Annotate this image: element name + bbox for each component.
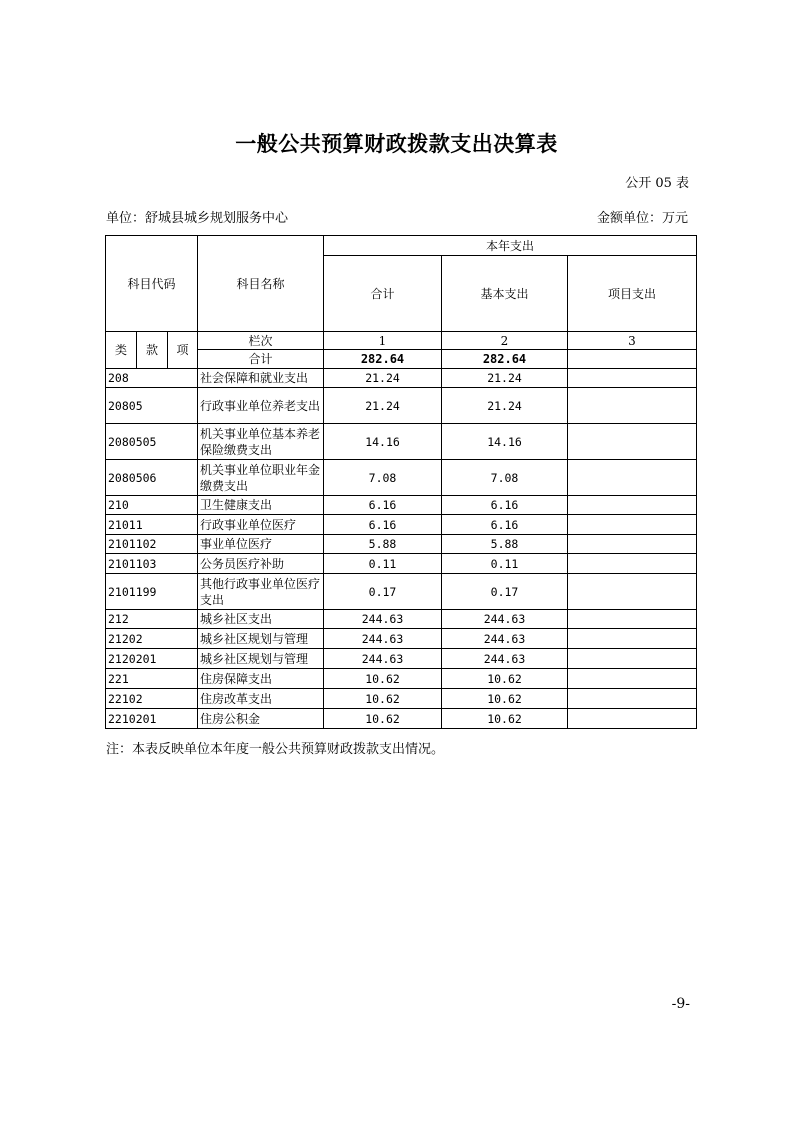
table-row (106, 649, 697, 669)
row-name: 事业单位医疗 (198, 535, 324, 554)
row-basic: 10.62 (442, 669, 568, 689)
row-name: 行政事业单位医疗 (198, 515, 324, 535)
row-basic: 7.08 (442, 460, 568, 496)
header-project: 项目支出 (568, 256, 697, 332)
table-row (106, 515, 697, 535)
row-name: 机关事业单位职业年金缴费支出 (198, 460, 324, 496)
row-basic: 6.16 (442, 496, 568, 515)
table-row (106, 554, 697, 574)
money-unit-label: 金额单位：万元 (596, 211, 688, 226)
row-total: 244.63 (324, 610, 442, 629)
table-row (106, 574, 697, 610)
header-lei: 类 (106, 332, 137, 369)
row-code: 21011 (106, 515, 198, 535)
header-total: 合计 (324, 256, 442, 332)
budget-table (105, 235, 697, 729)
row-name: 城乡社区支出 (198, 610, 324, 629)
col-index-3: 3 (568, 332, 697, 350)
row-basic: 0.11 (442, 554, 568, 574)
row-project (568, 629, 697, 649)
row-total: 21.24 (324, 388, 442, 424)
row-total: 10.62 (324, 689, 442, 709)
sum-project (568, 350, 697, 369)
row-code: 2210201 (106, 709, 198, 729)
row-name: 卫生健康支出 (198, 496, 324, 515)
col-index-1: 1 (324, 332, 442, 350)
table-row (106, 424, 697, 460)
row-code: 2120201 (106, 649, 198, 669)
table-row (106, 689, 697, 709)
table-row (106, 629, 697, 649)
page-number: -9- (671, 996, 690, 1012)
row-project (568, 535, 697, 554)
row-code: 2101199 (106, 574, 198, 610)
row-total: 5.88 (324, 535, 442, 554)
row-code: 2101103 (106, 554, 198, 574)
row-code: 212 (106, 610, 198, 629)
row-project (568, 709, 697, 729)
row-code: 22102 (106, 689, 198, 709)
footnote: 注：本表反映单位本年度一般公共预算财政拨款支出情况。 (106, 742, 445, 757)
row-project (568, 369, 697, 388)
row-project (568, 610, 697, 629)
header-lanci: 栏次 (198, 332, 324, 350)
row-basic: 21.24 (442, 369, 568, 388)
unit-label: 单位：舒城县城乡规划服务中心 (106, 211, 289, 226)
header-kuan: 款 (137, 332, 168, 369)
row-basic: 21.24 (442, 388, 568, 424)
row-code: 21202 (106, 629, 198, 649)
row-total: 10.62 (324, 669, 442, 689)
sum-label: 合计 (198, 350, 324, 369)
row-total: 21.24 (324, 369, 442, 388)
header-name: 科目名称 (198, 236, 324, 332)
row-project (568, 669, 697, 689)
table-row (106, 709, 697, 729)
row-code: 2080506 (106, 460, 198, 496)
table-row (106, 369, 697, 388)
row-project (568, 515, 697, 535)
row-total: 6.16 (324, 515, 442, 535)
row-name: 住房公积金 (198, 709, 324, 729)
row-basic: 244.63 (442, 610, 568, 629)
row-project (568, 574, 697, 610)
row-project (568, 689, 697, 709)
row-code: 2101102 (106, 535, 198, 554)
row-basic: 10.62 (442, 709, 568, 729)
row-total: 6.16 (324, 496, 442, 515)
table-row (106, 460, 697, 496)
row-name: 城乡社区规划与管理 (198, 649, 324, 669)
table-row (106, 388, 697, 424)
row-basic: 244.63 (442, 649, 568, 669)
report-title: 一般公共预算财政拨款支出决算表 (235, 131, 558, 156)
header-code: 科目代码 (106, 236, 198, 332)
row-name: 机关事业单位基本养老保险缴费支出 (198, 424, 324, 460)
row-code: 20805 (106, 388, 198, 424)
row-project (568, 649, 697, 669)
row-basic: 6.16 (442, 515, 568, 535)
sum-total: 282.64 (324, 350, 442, 369)
table-row (106, 669, 697, 689)
row-total: 7.08 (324, 460, 442, 496)
row-name: 城乡社区规划与管理 (198, 629, 324, 649)
table-row (106, 496, 697, 515)
row-code: 2080505 (106, 424, 198, 460)
row-project (568, 554, 697, 574)
col-index-2: 2 (442, 332, 568, 350)
row-name: 其他行政事业单位医疗支出 (198, 574, 324, 610)
header-xiang: 项 (168, 332, 198, 369)
row-name: 住房改革支出 (198, 689, 324, 709)
table-row (106, 535, 697, 554)
row-project (568, 460, 697, 496)
row-project (568, 496, 697, 515)
row-name: 公务员医疗补助 (198, 554, 324, 574)
row-total: 244.63 (324, 629, 442, 649)
row-basic: 244.63 (442, 629, 568, 649)
row-total: 0.11 (324, 554, 442, 574)
row-code: 208 (106, 369, 198, 388)
sum-basic: 282.64 (442, 350, 568, 369)
row-total: 14.16 (324, 424, 442, 460)
row-total: 10.62 (324, 709, 442, 729)
form-number: 公开 05 表 (625, 176, 689, 191)
table-row (106, 610, 697, 629)
row-total: 244.63 (324, 649, 442, 669)
row-code: 210 (106, 496, 198, 515)
row-name: 行政事业单位养老支出 (198, 388, 324, 424)
header-basic: 基本支出 (442, 256, 568, 332)
row-basic: 5.88 (442, 535, 568, 554)
row-basic: 14.16 (442, 424, 568, 460)
row-name: 住房保障支出 (198, 669, 324, 689)
row-basic: 0.17 (442, 574, 568, 610)
row-project (568, 388, 697, 424)
row-total: 0.17 (324, 574, 442, 610)
row-basic: 10.62 (442, 689, 568, 709)
row-code: 221 (106, 669, 198, 689)
row-project (568, 424, 697, 460)
header-year-expense: 本年支出 (324, 236, 697, 256)
row-name: 社会保障和就业支出 (198, 369, 324, 388)
